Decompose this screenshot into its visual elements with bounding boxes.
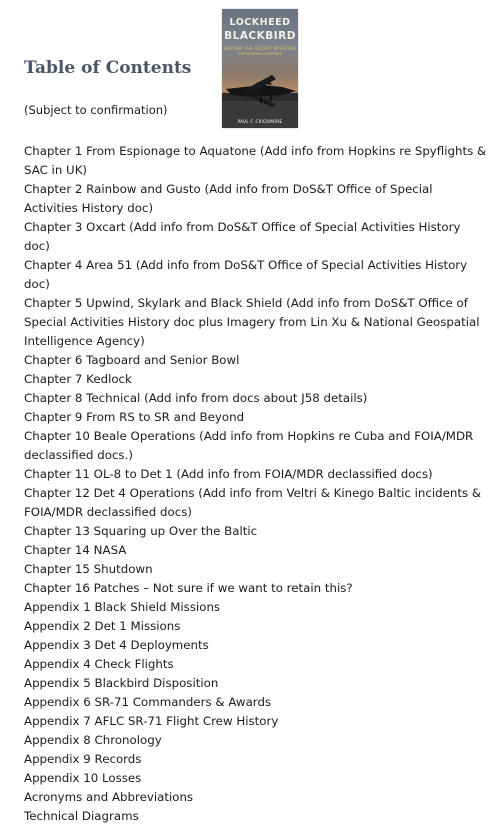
cover-title-line2: BLACKBIRD — [224, 30, 296, 42]
toc-item: Chapter 14 NASA — [24, 543, 127, 557]
toc-item: Chapter 13 Squaring up Over the Baltic — [24, 524, 258, 538]
toc-item: Appendix 3 Det 4 Deployments — [24, 638, 209, 652]
toc-item: Appendix 4 Check Flights — [24, 657, 174, 671]
toc-item: Chapter 11 OL-8 to Det 1 (Add info from FOIA/MDR declassified docs) — [24, 467, 433, 481]
toc-item: Chapter 5 Upwind, Skylark and Black Shield (Add info from DoS&T Office of Special Activities History doc plus Imagery from Lin Xu & National Geospatial Intelligence Agency) — [24, 296, 480, 348]
toc-item: Chapter 1 From Espionage to Aquatone (Add info from Hopkins re Spyflights & SAC in UK) — [24, 144, 487, 177]
toc-item: Chapter 4 Area 51 (Add info from DoS&T Office of Special Activities History doc) — [24, 258, 468, 291]
toc-item: Chapter 6 Tagboard and Senior Bowl — [24, 353, 240, 367]
cover-edition: THE MISSING CHAPTERS — [238, 52, 282, 56]
toc-item: Appendix 8 Chronology — [24, 733, 162, 747]
cover-title-line1: LOCKHEED — [229, 17, 291, 28]
toc-item: Chapter 8 Technical (Add info from docs about J58 details) — [24, 391, 368, 405]
toc-item: Appendix 7 AFLC SR-71 Flight Crew History — [24, 714, 279, 728]
cover-tagline: BEYOND THE SECRET MISSIONS — [224, 46, 296, 51]
table-of-contents-list — [24, 142, 490, 826]
page-subtitle: (Subject to confirmation) — [24, 103, 168, 117]
toc-item: Technical Diagrams — [24, 809, 139, 823]
toc-item: Appendix 1 Black Shield Missions — [24, 600, 221, 614]
cover-author: PAUL F. CRICKMORE — [237, 119, 283, 124]
toc-item: Chapter 2 Rainbow and Gusto (Add info from DoS&T Office of Special Activities History doc) — [24, 182, 433, 215]
toc-item: Chapter 9 From RS to SR and Beyond — [24, 410, 245, 424]
toc-item: Chapter 12 Det 4 Operations (Add info from Veltri & Kinego Baltic incidents & FOIA/MDR declassified docs) — [24, 486, 482, 519]
toc-item: Appendix 2 Det 1 Missions — [24, 619, 181, 633]
toc-item: Appendix 6 SR-71 Commanders & Awards — [24, 695, 272, 709]
toc-item: Chapter 7 Kedlock — [24, 372, 132, 386]
toc-item: Chapter 10 Beale Operations (Add info from Hopkins re Cuba and FOIA/MDR declassified docs.) — [24, 429, 474, 462]
toc-item: Acronyms and Abbreviations — [24, 790, 194, 804]
toc-item: Chapter 15 Shutdown — [24, 562, 153, 576]
toc-item: Appendix 9 Records — [24, 752, 142, 766]
page-title: Table of Contents — [24, 58, 192, 78]
toc-item: Appendix 10 Losses — [24, 771, 142, 785]
toc-item: Chapter 16 Patches – Not sure if we want to retain this? — [24, 581, 353, 595]
toc-item: Appendix 5 Blackbird Disposition — [24, 676, 219, 690]
book-cover-image — [222, 9, 298, 128]
toc-item: Chapter 3 Oxcart (Add info from DoS&T Office of Special Activities History doc) — [24, 220, 461, 253]
